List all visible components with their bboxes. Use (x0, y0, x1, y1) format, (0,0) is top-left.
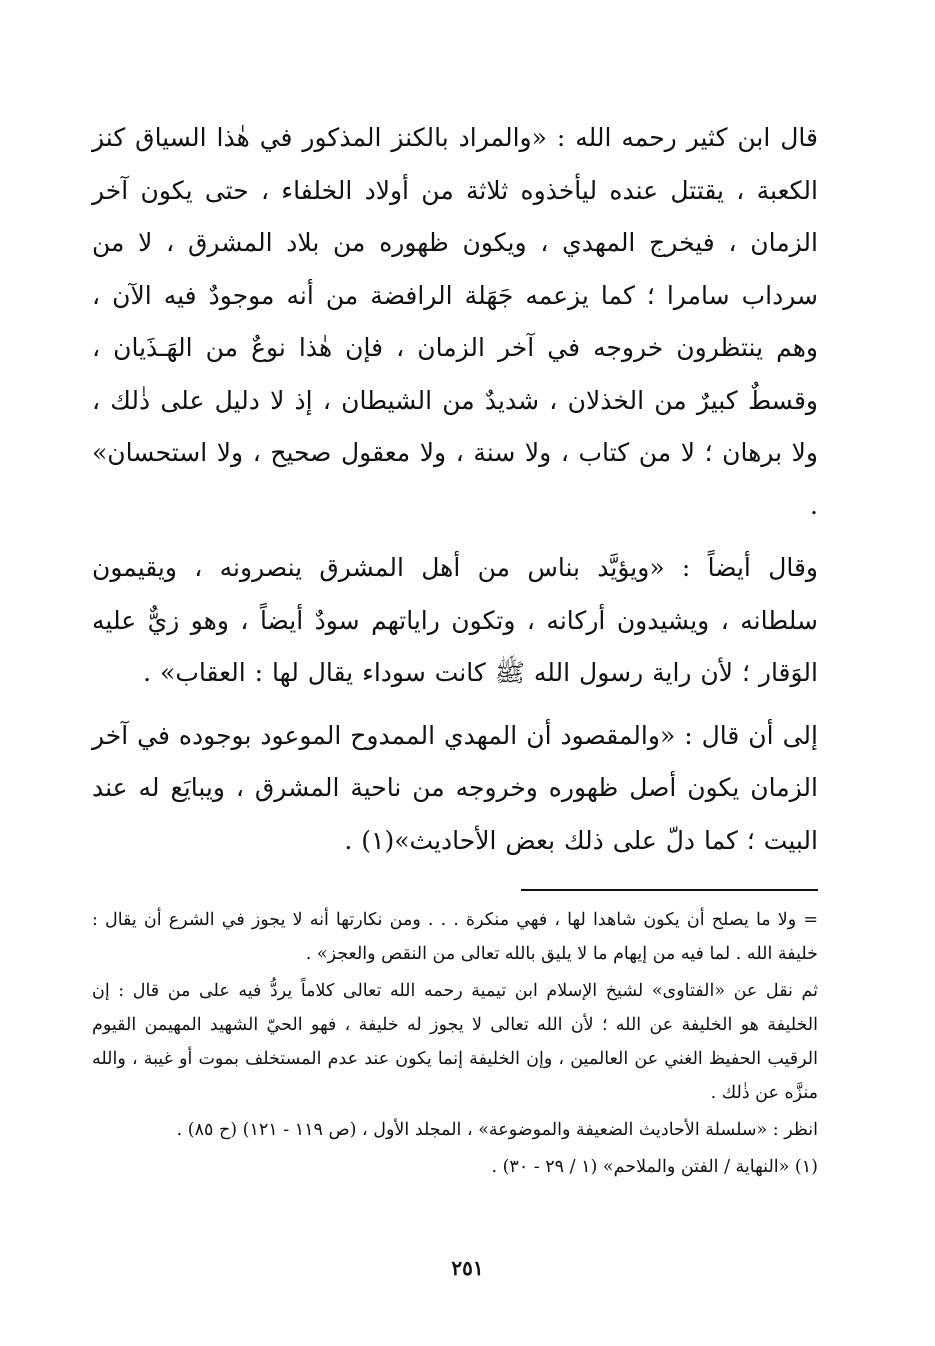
footnote-continuation: = ولا ما يصلح أن يكون شاهدا لها ، فهي منكرة . . . ومن نكارتها أنه لا يجوز في الشرع أن يقال : خليفة الله . لما فيه من إيهام ما لا يليق بالله تعالى من النقص والعجز» . (92, 910, 818, 964)
page-body (92, 112, 818, 1184)
page-number: ٢٥١ (451, 1256, 484, 1280)
footnote-fatawa: ثم نقل عن «الفتاوى» لشيخ الإسلام ابن تيمية رحمه الله تعالى كلاماً يردُّ فيه على من قال : إن الخليفة هو الخليفة عن الله ؛ لأن الله تعالى لا يجوز له خليفة ، فهو الحيّ الشهيد المهيمن القيوم الرقيب الحفيظ الغني عن العالمين ، وإن الخليفة إنما يكون عند عدم المستخلف بموت أو غيبة ، والله منزَّه عن ذٰلك . (92, 981, 818, 1103)
footnote-1: (١) «النهاية / الفتن والملاحم» (١ / ٢٩ - ٣٠) . (491, 1157, 818, 1177)
footnote-separator (521, 889, 818, 891)
paragraph-until-he-said: إلى أن قال : «والمقصود أن المهدي الممدوح الموعود بوجوده في آخر الزمان يكون أصل ظهوره وخروجه من ناحية المشرق ، ويبايَع له عند البيت ؛ كما دلّ على ذلك بعض الأحاديث»(١) . (92, 720, 818, 855)
main-text (92, 112, 818, 867)
footnotes (92, 903, 818, 1184)
paragraph-ibn-kathir-quote: قال ابن كثير رحمه الله : «والمراد بالكنز المذكور في هٰذا السياق كنز الكعبة ، يقتتل عنده ليأخذوه ثلاثة من أولاد الخلفاء ، حتى يكون آخر الزمان ، فيخرج المهدي ، ويكون ظهوره من بلاد المشرق ، لا من سرداب سامرا ؛ كما يزعمه جَهَلة الرافضة من أنه موجودٌ فيه الآن ، وهم ينتظرون خروجه في آخر الزمان ، فإن هٰذا نوعٌ من الهَـذَيان ، وقسطٌ كبيرٌ من الخذلان ، شديدٌ من الشيطان ، إذ لا دليل على ذٰلك ، ولا برهان ؛ لا من كتاب ، ولا سنة ، ولا معقول صحيح ، ولا استحسان» . (92, 123, 818, 520)
footnote-reference: انظر : «سلسلة الأحاديث الضعيفة والموضوعة» ، المجلد الأول ، (ص ١١٩ - ١٢١) (ح ٨٥) . (176, 1120, 818, 1140)
paragraph-also-said: وقال أيضاً : «ويؤيَّد بناس من أهل المشرق ينصرونه ، ويقيمون سلطانه ، ويشيدون أركانه ، وتكون راياتهم سودٌ أيضاً ، وهو زيٌّ عليه الوَقار ؛ لأن راية رسول الله ﷺ كانت سوداء يقال لها : العقاب» . (92, 553, 818, 687)
